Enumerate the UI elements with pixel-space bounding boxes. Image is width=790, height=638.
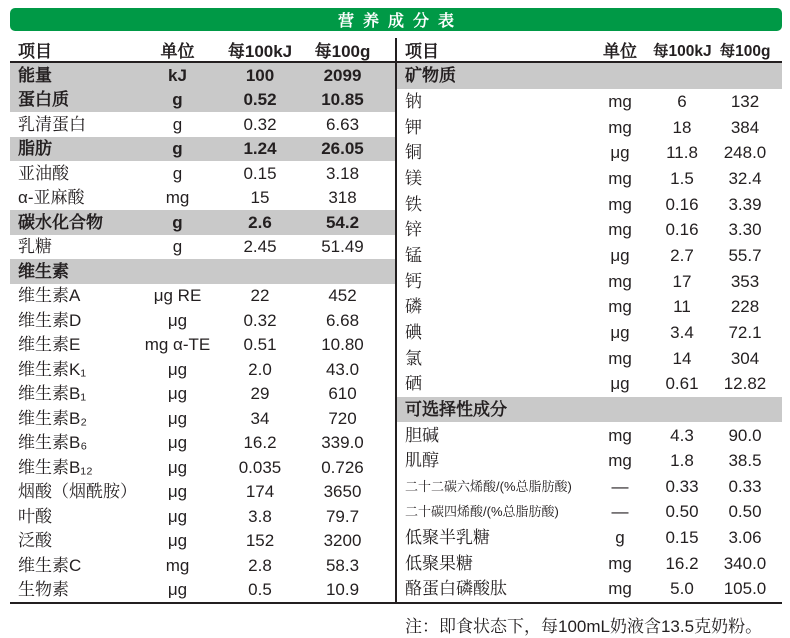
per100g-value-cell: 2099 xyxy=(323,65,362,85)
unit-cell: μg xyxy=(167,384,188,404)
nutrient-row xyxy=(10,406,395,431)
column-header-per100g: 每100g xyxy=(719,42,771,60)
unit-cell: mg xyxy=(608,117,632,137)
nutrient-row xyxy=(397,371,782,397)
nutrient-row xyxy=(10,284,395,309)
nutrient-name-cell: 酪蛋白磷酸肽 xyxy=(405,579,507,599)
nutrient-name-cell: 锌 xyxy=(405,220,422,240)
nutrient-row xyxy=(10,333,395,358)
nutrient-name-cell: 维生素A xyxy=(18,286,81,306)
nutrient-row xyxy=(397,422,782,448)
unit-cell: mg xyxy=(608,168,632,188)
right-table-rows xyxy=(397,63,782,602)
unit-cell: mg xyxy=(165,555,190,575)
nutrient-name-cell: 乳清蛋白 xyxy=(18,114,86,134)
nutrition-table-right xyxy=(397,38,782,602)
per100g-value-cell: 58.3 xyxy=(325,555,360,575)
per100g-value-cell: 79.7 xyxy=(325,506,360,526)
per100g-value-cell: 32.4 xyxy=(728,168,762,188)
unit-cell: μg xyxy=(167,531,188,551)
per100kj-value-cell: 0.15 xyxy=(665,528,699,548)
title-bar xyxy=(10,8,782,31)
per100g-value-cell: 340.0 xyxy=(723,553,767,573)
per100g-value-cell: 610 xyxy=(328,384,357,404)
per100kj-value-cell: 0.035 xyxy=(238,457,282,477)
tables-container xyxy=(10,38,782,604)
nutrient-row xyxy=(397,499,782,525)
nutrient-name-cell: 二十碳四烯酸/(%总脂肪酸) xyxy=(405,504,559,520)
per100g-value-cell: 10.80 xyxy=(321,335,364,355)
nutrient-row xyxy=(397,294,782,320)
per100g-value-cell: 452 xyxy=(328,286,357,306)
per100kj-value-cell: 0.51 xyxy=(243,335,277,355)
per100g-value-cell: 38.5 xyxy=(728,451,762,471)
nutrient-name-cell: 镁 xyxy=(405,168,422,188)
per100kj-value-cell: 16.2 xyxy=(243,433,277,453)
per100g-value-cell: 384 xyxy=(730,117,760,137)
nutrient-name-cell: 维生素C xyxy=(18,555,82,575)
unit-cell: μg xyxy=(167,482,188,502)
per100kj-value-cell: 34 xyxy=(250,408,270,428)
nutrient-row xyxy=(397,114,782,140)
per100kj-value-cell: 0.16 xyxy=(665,220,699,240)
per100g-value-cell: 105.0 xyxy=(723,579,767,599)
unit-cell: — xyxy=(611,502,629,522)
nutrient-row xyxy=(397,166,782,192)
nutrient-row xyxy=(397,89,782,115)
nutrient-name-cell: 维生素B₁ xyxy=(18,384,87,404)
nutrient-name-cell: 低聚果糖 xyxy=(405,553,473,573)
unit-cell: mg xyxy=(608,553,632,573)
nutrient-name-cell: 氯 xyxy=(405,348,422,368)
nutrient-row xyxy=(10,431,395,456)
table-header-row xyxy=(10,38,395,63)
per100kj-value-cell: 1.8 xyxy=(670,451,694,471)
per100g-value-cell: 0.726 xyxy=(321,457,364,477)
nutrient-name-cell: 可选择性成分 xyxy=(405,399,507,419)
per100kj-value-cell: 2.0 xyxy=(248,359,272,379)
nutrient-name-cell: 能量 xyxy=(18,65,52,85)
unit-cell: g xyxy=(172,163,183,183)
per100g-value-cell: 339.0 xyxy=(321,433,364,453)
nutrient-row xyxy=(10,88,395,113)
unit-cell: mg xyxy=(608,579,632,599)
nutrient-row xyxy=(397,217,782,243)
nutrient-row xyxy=(10,382,395,407)
per100kj-value-cell: 22 xyxy=(250,286,270,306)
nutrient-name-cell: 维生素B₂ xyxy=(18,408,87,428)
nutrient-name-cell: 亚油酸 xyxy=(18,163,69,183)
unit-cell: μg xyxy=(167,359,188,379)
column-header-per100g: 每100g xyxy=(314,42,371,61)
nutrient-row xyxy=(10,112,395,137)
nutrient-name-cell: 锰 xyxy=(405,245,422,265)
nutrient-row xyxy=(10,455,395,480)
per100g-value-cell: 720 xyxy=(328,408,357,428)
unit-cell: mg xyxy=(608,194,632,214)
nutrient-name-cell: 钙 xyxy=(405,271,422,291)
per100g-value-cell: 3200 xyxy=(323,531,362,551)
unit-cell: μg xyxy=(610,374,630,394)
unit-cell: μg RE xyxy=(153,286,202,306)
nutrient-name-cell: 维生素B₆ xyxy=(18,433,88,453)
unit-cell: g xyxy=(172,237,183,257)
unit-cell: g xyxy=(172,139,183,159)
nutrient-name-cell: 碘 xyxy=(405,322,422,342)
nutrient-name-cell: 蛋白质 xyxy=(18,90,69,110)
unit-cell: g xyxy=(172,90,183,110)
unit-cell: mg xyxy=(165,188,190,208)
column-header-item: 项目 xyxy=(405,42,439,61)
table-header-row xyxy=(397,38,782,63)
nutrient-name-cell: α-亚麻酸 xyxy=(18,188,85,208)
nutrient-row xyxy=(10,235,395,260)
per100kj-value-cell: 11.8 xyxy=(666,143,698,163)
unit-cell: μg xyxy=(610,322,630,342)
nutrient-name-cell: 维生素K₁ xyxy=(18,359,87,379)
per100kj-value-cell: 17 xyxy=(672,271,692,291)
nutrient-name-cell: 泛酸 xyxy=(18,531,52,551)
nutrient-name-cell: 烟酸（烟酰胺） xyxy=(18,482,137,502)
nutrient-row xyxy=(397,268,782,294)
unit-cell: mg xyxy=(608,220,632,240)
nutrient-name-cell: 钠 xyxy=(405,91,422,111)
nutrient-name-cell: 铁 xyxy=(405,194,422,214)
per100g-value-cell: 26.05 xyxy=(321,139,364,159)
unit-cell: mg xyxy=(608,348,632,368)
nutrient-name-cell: 铜 xyxy=(405,143,422,163)
nutrient-row xyxy=(10,137,395,162)
nutrient-row xyxy=(10,186,395,211)
unit-cell: g xyxy=(172,114,183,134)
unit-cell: mg α-TE xyxy=(144,335,211,355)
nutrient-row xyxy=(10,529,395,554)
per100kj-value-cell: 0.32 xyxy=(243,114,277,134)
unit-cell: μg xyxy=(167,310,188,330)
nutrient-row xyxy=(10,480,395,505)
nutrient-row xyxy=(397,474,782,500)
nutrient-row xyxy=(10,210,395,235)
nutrient-row xyxy=(397,550,782,576)
per100kj-value-cell: 6 xyxy=(677,91,687,111)
nutrient-name-cell: 维生素 xyxy=(18,261,69,281)
panel-title: 营养成分表 xyxy=(337,13,463,30)
nutrient-name-cell: 硒 xyxy=(405,374,422,394)
unit-cell: μg xyxy=(167,506,188,526)
column-header-per100kj: 每100kJ xyxy=(227,42,293,61)
per100kj-value-cell: 4.3 xyxy=(670,425,694,445)
per100kj-value-cell: 5.0 xyxy=(670,579,694,599)
unit-cell: mg xyxy=(608,91,632,111)
nutrient-row xyxy=(397,140,782,166)
nutrient-name-cell: 维生素E xyxy=(18,335,81,355)
unit-cell: μg xyxy=(610,143,630,163)
footnote: 注：即食状态下，每100mL奶液含13.5克奶粉。 xyxy=(405,617,763,636)
nutrient-name-cell: 钾 xyxy=(405,117,422,137)
per100kj-value-cell: 29 xyxy=(250,384,270,404)
per100kj-value-cell: 2.8 xyxy=(248,555,272,575)
per100kj-value-cell: 174 xyxy=(245,482,275,502)
unit-cell: μg xyxy=(167,580,188,600)
nutrient-name-cell: 肌醇 xyxy=(405,451,439,471)
per100g-value-cell: 3.39 xyxy=(728,194,762,214)
per100g-value-cell: 10.85 xyxy=(321,90,364,110)
per100g-value-cell: 3.30 xyxy=(728,220,762,240)
nutrient-name-cell: 磷 xyxy=(405,297,422,317)
per100kj-value-cell: 14 xyxy=(672,348,692,368)
per100g-value-cell: 51.49 xyxy=(321,237,364,257)
nutrient-name-cell: 碳水化合物 xyxy=(18,212,103,232)
unit-cell: μg xyxy=(167,433,188,453)
per100g-value-cell: 3.18 xyxy=(325,163,360,183)
nutrient-name-cell: 脂肪 xyxy=(18,139,52,159)
nutrient-name-cell: 维生素B₁₂ xyxy=(18,457,93,477)
per100kj-value-cell: 3.4 xyxy=(670,322,694,342)
per100g-value-cell: 353 xyxy=(730,271,760,291)
per100g-value-cell: 72.1 xyxy=(728,322,762,342)
nutrient-name-cell: 胆碱 xyxy=(405,425,439,445)
unit-cell: mg xyxy=(608,271,632,291)
per100g-value-cell: 304 xyxy=(730,348,760,368)
per100kj-value-cell: 15 xyxy=(250,188,270,208)
per100kj-value-cell: 100 xyxy=(245,65,275,85)
section-header-row xyxy=(10,259,395,284)
per100g-value-cell: 90.0 xyxy=(728,425,762,445)
section-header-row xyxy=(397,63,782,89)
per100g-value-cell: 6.68 xyxy=(325,310,360,330)
per100kj-value-cell: 0.61 xyxy=(665,374,699,394)
per100g-value-cell: 54.2 xyxy=(325,212,360,232)
nutrient-row xyxy=(10,161,395,186)
nutrient-row xyxy=(397,320,782,346)
per100kj-value-cell: 1.24 xyxy=(243,139,277,159)
per100kj-value-cell: 0.50 xyxy=(665,502,699,522)
per100kj-value-cell: 0.16 xyxy=(665,194,699,214)
per100kj-value-cell: 2.7 xyxy=(670,245,694,265)
per100g-value-cell: 55.7 xyxy=(728,245,762,265)
unit-cell: g xyxy=(615,528,625,548)
per100g-value-cell: 3.06 xyxy=(728,528,762,548)
per100g-value-cell: 0.50 xyxy=(728,502,762,522)
per100g-value-cell: 0.33 xyxy=(728,476,762,496)
left-table-rows xyxy=(10,63,395,602)
per100g-value-cell: 248.0 xyxy=(723,143,767,163)
nutrient-row xyxy=(10,308,395,333)
per100kj-value-cell: 0.33 xyxy=(665,476,699,496)
per100g-value-cell: 228 xyxy=(730,297,760,317)
nutrient-row xyxy=(397,525,782,551)
per100kj-value-cell: 11 xyxy=(673,297,691,317)
unit-cell: μg xyxy=(167,457,188,477)
per100g-value-cell: 132 xyxy=(730,91,760,111)
nutrient-row xyxy=(397,345,782,371)
unit-cell: μg xyxy=(167,408,188,428)
per100g-value-cell: 3650 xyxy=(323,482,362,502)
nutrient-name-cell: 叶酸 xyxy=(18,506,52,526)
nutrient-row xyxy=(397,191,782,217)
nutrient-row xyxy=(10,504,395,529)
per100kj-value-cell: 16.2 xyxy=(665,553,699,573)
nutrient-name-cell: 乳糖 xyxy=(18,237,52,257)
unit-cell: mg xyxy=(608,451,632,471)
nutrient-row xyxy=(10,578,395,603)
nutrition-table-left xyxy=(10,38,395,602)
per100kj-value-cell: 0.32 xyxy=(243,310,277,330)
nutrient-name-cell: 二十二碳六烯酸/(%总脂肪酸) xyxy=(405,478,572,494)
nutrient-row xyxy=(10,357,395,382)
per100kj-value-cell: 152 xyxy=(245,531,275,551)
column-header-per100kj: 每100kJ xyxy=(653,42,712,60)
nutrient-name-cell: 生物素 xyxy=(18,580,69,600)
per100g-value-cell: 10.9 xyxy=(325,580,360,600)
unit-cell: — xyxy=(611,476,629,496)
nutrient-row xyxy=(397,448,782,474)
column-header-unit: 单位 xyxy=(160,42,195,61)
per100kj-value-cell: 0.15 xyxy=(243,163,277,183)
nutrient-name-cell: 矿物质 xyxy=(405,66,456,86)
per100kj-value-cell: 2.45 xyxy=(243,237,277,257)
section-header-row xyxy=(397,397,782,423)
nutrient-row xyxy=(397,243,782,269)
nutrient-row xyxy=(10,553,395,578)
per100g-value-cell: 12.82 xyxy=(723,374,767,394)
per100g-value-cell: 43.0 xyxy=(325,359,360,379)
nutrient-name-cell: 低聚半乳糖 xyxy=(405,528,490,548)
unit-cell: g xyxy=(172,212,183,232)
unit-cell: mg xyxy=(608,425,632,445)
per100kj-value-cell: 3.8 xyxy=(248,506,272,526)
unit-cell: mg xyxy=(608,297,632,317)
per100kj-value-cell: 0.5 xyxy=(248,580,272,600)
per100g-value-cell: 6.63 xyxy=(325,114,360,134)
column-header-item: 项目 xyxy=(18,42,52,61)
per100g-value-cell: 318 xyxy=(328,188,357,208)
nutrient-row xyxy=(397,576,782,602)
unit-cell: kJ xyxy=(168,65,187,85)
per100kj-value-cell: 18 xyxy=(672,117,692,137)
nutrient-name-cell: 维生素D xyxy=(18,310,82,330)
nutrient-row xyxy=(10,63,395,88)
per100kj-value-cell: 0.52 xyxy=(243,90,277,110)
unit-cell: μg xyxy=(610,245,630,265)
column-header-unit: 单位 xyxy=(603,42,637,61)
per100kj-value-cell: 1.5 xyxy=(670,168,694,188)
per100kj-value-cell: 2.6 xyxy=(248,212,272,232)
